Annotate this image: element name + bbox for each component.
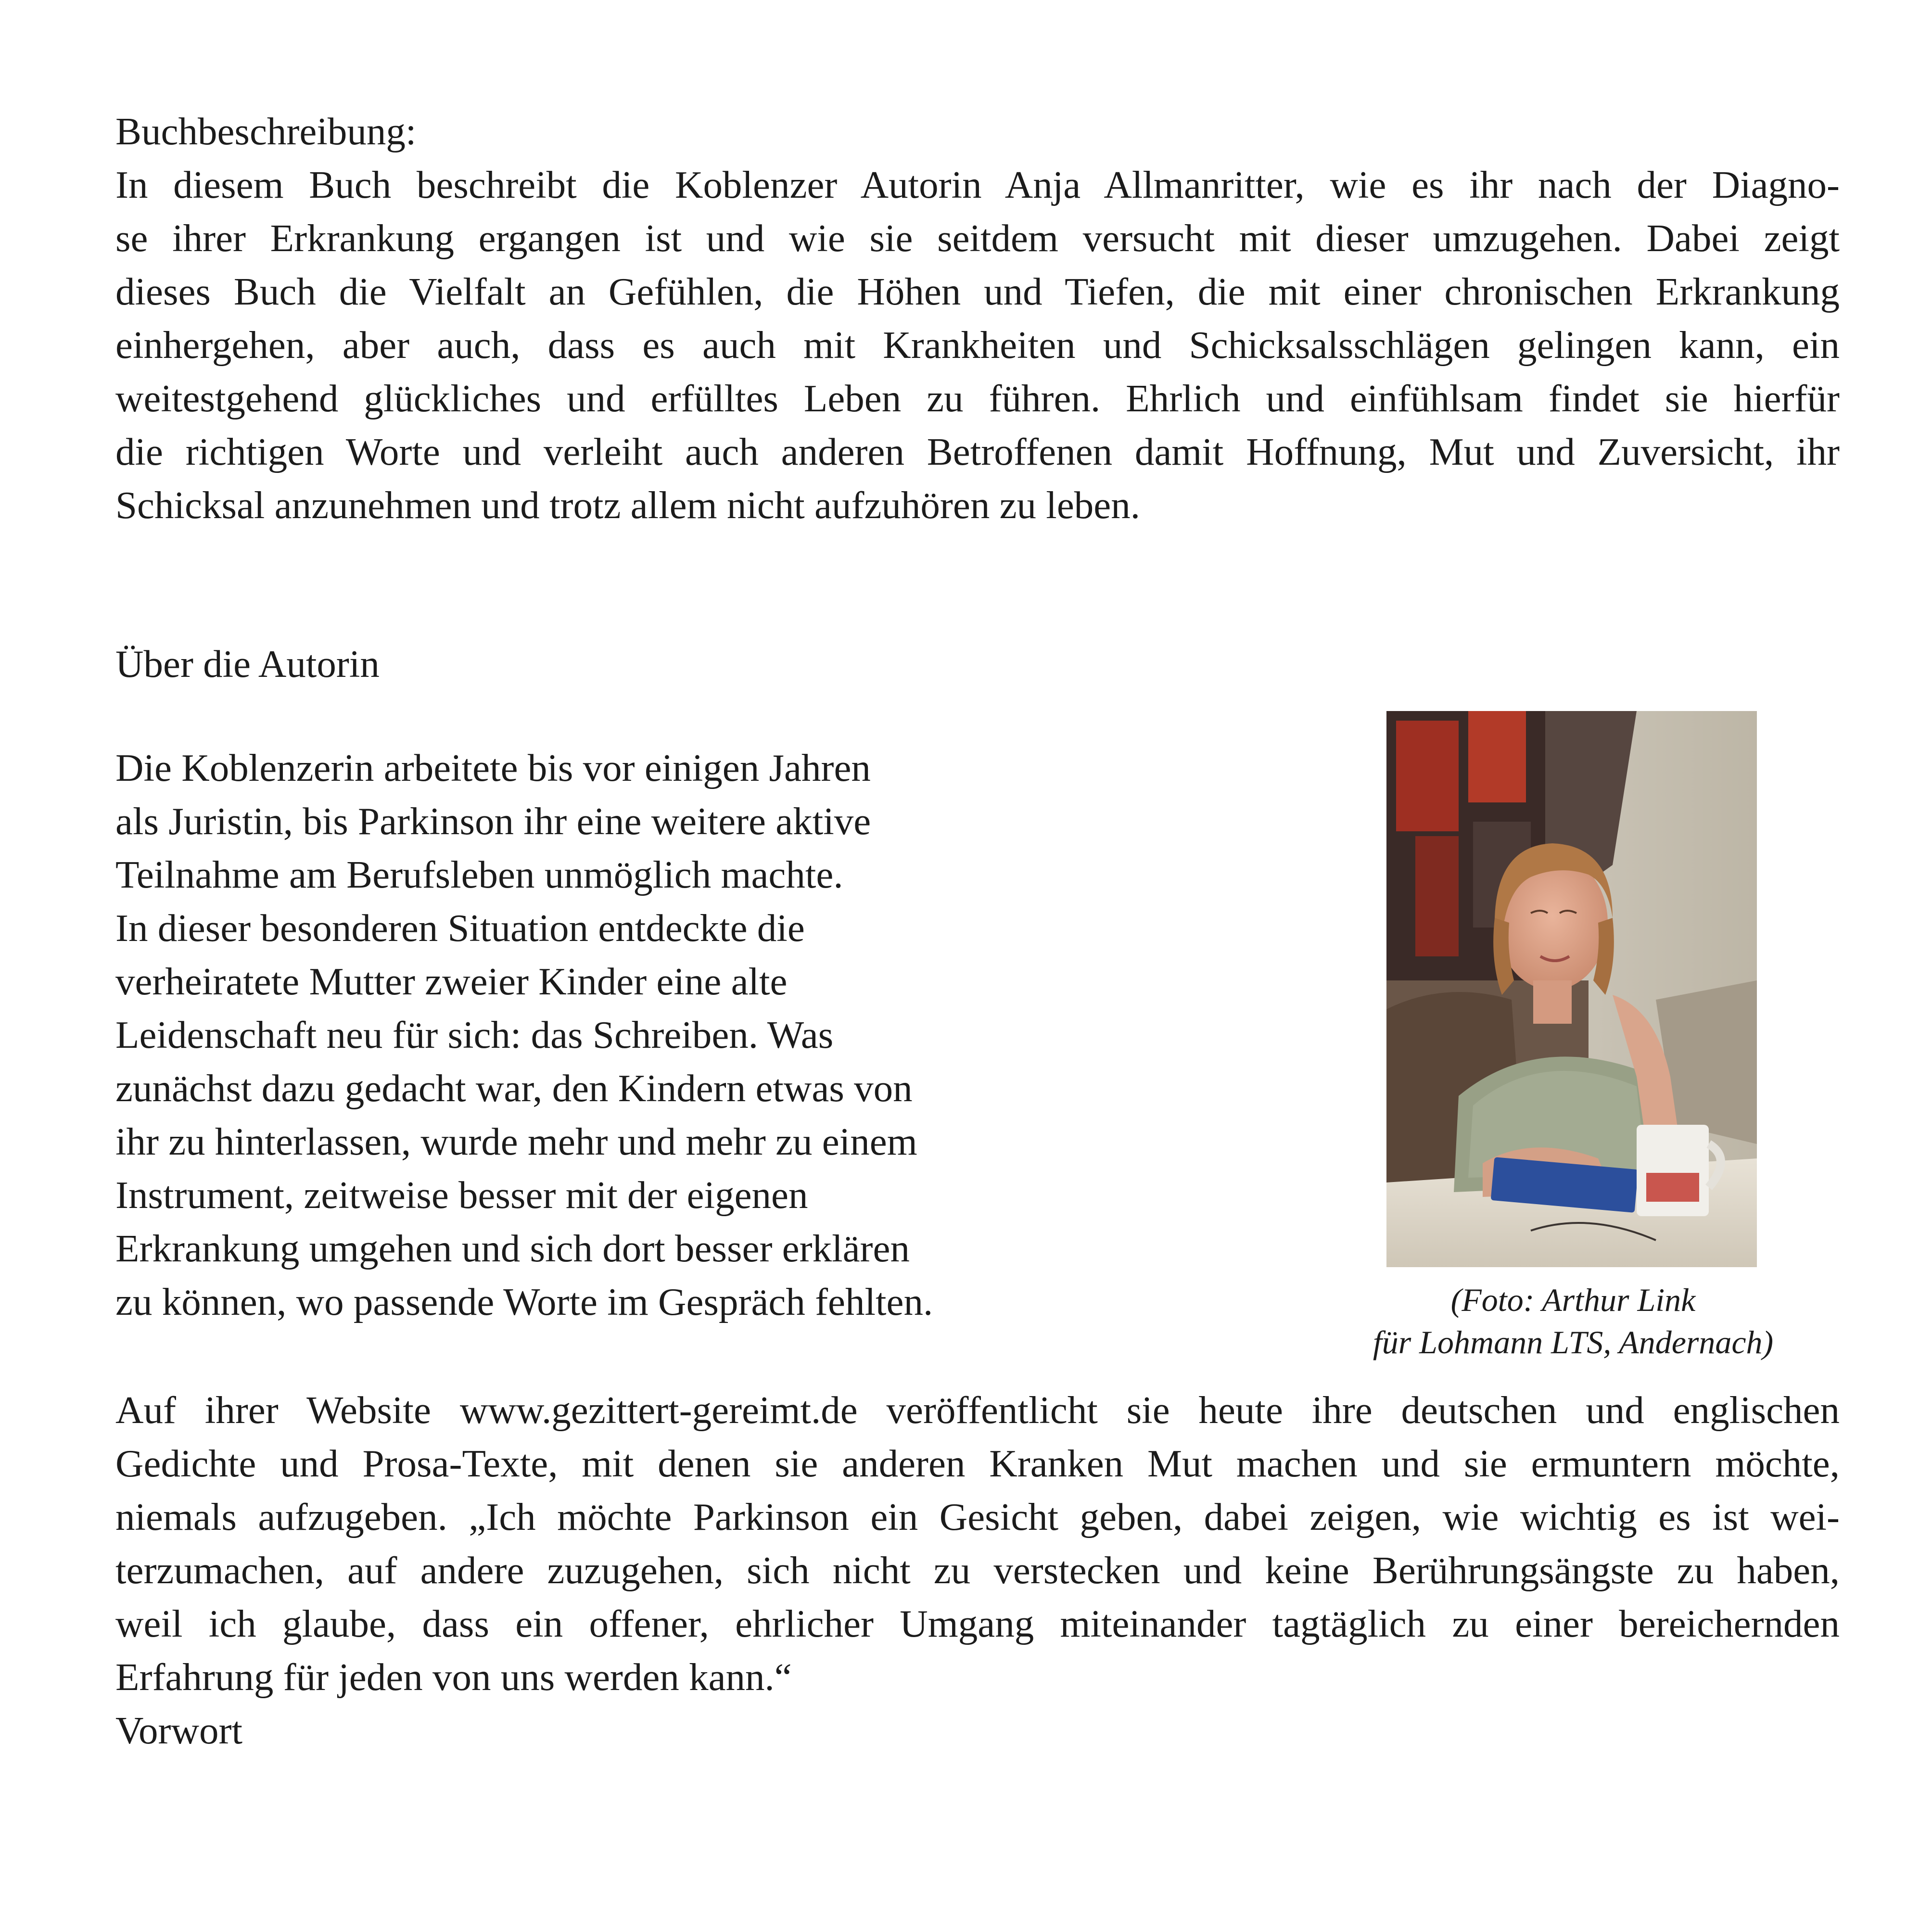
website-line: weil ich glaube, dass ein offener, ehrlicher Umgang miteinander tagtäglich zu einer bereichernden bbox=[115, 1602, 1840, 1645]
description-line: Schicksal anzunehmen und trotz allem nicht aufzuhören zu leben. bbox=[115, 483, 1140, 527]
photo-caption bbox=[1337, 1279, 1809, 1363]
author-paragraph bbox=[115, 741, 1068, 1329]
description-line: die richtigen Worte und verleiht auch anderen Betroffenen damit Hoffnung, Mut und Zuversicht, ihr bbox=[115, 430, 1840, 473]
author-photo-image bbox=[1386, 711, 1757, 1267]
photo-caption-line: (Foto: Arthur Link bbox=[1450, 1282, 1696, 1318]
author-line: verheiratete Mutter zweier Kinder eine alte bbox=[115, 960, 788, 1003]
description-line: einhergehen, aber auch, dass es auch mit Krankheiten und Schicksalsschlägen gelingen kann, ein bbox=[115, 323, 1840, 367]
description-paragraph bbox=[115, 158, 1840, 532]
author-line: Instrument, zeitweise besser mit der eigenen bbox=[115, 1173, 808, 1217]
author-line: zunächst dazu gedacht war, den Kindern etwas von bbox=[115, 1067, 913, 1110]
author-line: Die Koblenzerin arbeitete bis vor einigen Jahren bbox=[115, 746, 871, 789]
description-line: se ihrer Erkrankung ergangen ist und wie sie seitdem versucht mit dieser umzugehen. Dabei zeigt bbox=[115, 216, 1840, 260]
website-paragraph bbox=[115, 1384, 1840, 1704]
author-line: Leidenschaft neu für sich: das Schreiben. Was bbox=[115, 1013, 834, 1056]
photo-caption-line: für Lohmann LTS, Andernach) bbox=[1373, 1324, 1774, 1360]
website-line: Auf ihrer Website www.gezittert-gereimt.de veröffentlicht sie heute ihre deutschen und englischen bbox=[115, 1388, 1840, 1432]
description-line: In diesem Buch beschreibt die Koblenzer Autorin Anja Allmanritter, wie es ihr nach der Diagno- bbox=[115, 163, 1840, 206]
description-line: dieses Buch die Vielfalt an Gefühlen, die Höhen und Tiefen, die mit einer chronischen Erkrankung bbox=[115, 270, 1840, 313]
author-line: ihr zu hinterlassen, wurde mehr und mehr zu einem bbox=[115, 1120, 917, 1163]
author-photo bbox=[1386, 711, 1757, 1267]
description-heading: Buchbeschreibung: bbox=[115, 110, 417, 153]
author-line: zu können, wo passende Worte im Gespräch fehlten. bbox=[115, 1280, 933, 1323]
author-heading: Über die Autorin bbox=[115, 642, 380, 686]
description-line: weitestgehend glückliches und erfülltes Leben zu führen. Ehrlich und einfühlsam findet sie hierfür bbox=[115, 377, 1840, 420]
author-line: In dieser besonderen Situation entdeckte die bbox=[115, 906, 805, 950]
website-line: niemals aufzugeben. „Ich möchte Parkinson ein Gesicht geben, dabei zeigen, wie wichtig es ist wei- bbox=[115, 1495, 1840, 1538]
vorwort-label: Vorwort bbox=[115, 1709, 243, 1752]
author-line: Teilnahme am Berufsleben unmöglich machte. bbox=[115, 853, 843, 896]
website-line: Erfahrung für jeden von uns werden kann.“ bbox=[115, 1655, 792, 1699]
author-line: Erkrankung umgehen und sich dort besser erklären bbox=[115, 1227, 910, 1270]
website-line: Gedichte und Prosa-Texte, mit denen sie anderen Kranken Mut machen und sie ermuntern möchte, bbox=[115, 1442, 1840, 1485]
author-line: als Juristin, bis Parkinson ihr eine weitere aktive bbox=[115, 800, 871, 843]
website-line: terzumachen, auf andere zuzugehen, sich nicht zu verstecken und keine Berührungsängste zu haben, bbox=[115, 1549, 1840, 1592]
